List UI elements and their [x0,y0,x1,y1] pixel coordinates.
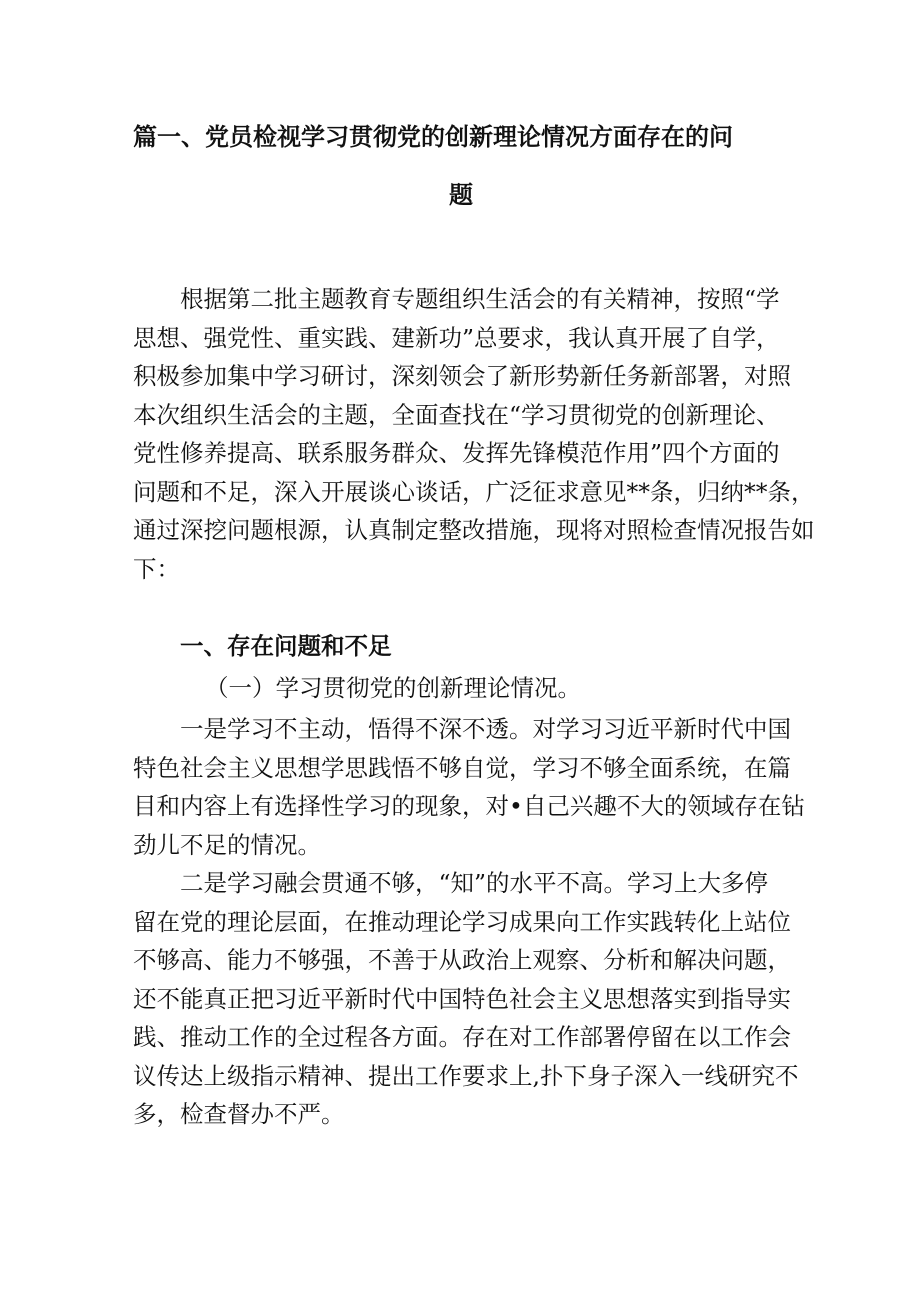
paragraph-one-line: 特色社会主义思想学思践悟不够自觉，学习不够全面系统，在篇 [133,753,791,782]
section-heading-block [133,627,803,666]
paragraph-one-line: 一是学习不主动，悟得不深不透。对学习习近平新时代中国 [180,715,791,743]
intro-line: 积极参加集中学习研讨，深刻领会了新形势新任务新部署，对照 [133,362,791,390]
paragraph-one [133,710,803,864]
paragraph-two-line: 留在党的理论层面，在推动理论学习成果向工作实践转化上站位 [133,907,791,936]
subsection-heading: （一）学习贯彻党的创新理论情况。 [205,674,581,702]
intro-line: 根据第二批主题教育专题组织生活会的有关精神，按照“学 [180,285,780,313]
paragraph-one-line: 目和内容上有选择性学习的现象，对•自己兴趣不大的领域存在钻 [133,792,805,820]
paragraph-two-line: 二是学习融会贯通不够，“知”的水平不高。学习上大多停 [180,869,769,897]
paragraph-two [133,864,803,1134]
intro-line: 本次组织生活会的主题，全面查找在“学习贯彻党的创新理论、 [133,400,780,429]
intro-line: 党性修养提高、联系服务群众、发挥先锋模范作用”四个方面的 [133,439,780,467]
intro-line: 下： [133,554,180,583]
paragraph-two-line: 多，检查督办不严。 [133,1100,345,1128]
paragraph-two-line: 还不能真正把习近平新时代中国特色社会主义思想落实到指导实 [133,984,791,1013]
intro-line: 思想、强党性、重实践、建新功”总要求，我认真开展了自学， [133,323,780,352]
intro-paragraph [133,280,815,588]
intro-line: 问题和不足，深入开展谈心谈话，广泛征求意见**条，归纳**条， [133,477,815,506]
intro-line: 通过深挖问题根源，认真制定整改措施，现将对照检查情况报告如 [133,516,815,544]
paragraph-two-line: 践、推动工作的全过程各方面。存在对工作部署停留在以工作会 [133,1023,791,1051]
document-title-line-1: 篇一、党员检视学习贯彻党的创新理论情况方面存在的问 [133,122,733,151]
section-heading: 一、存在问题和不足 [180,632,392,660]
document-title-line-2: 题 [449,180,473,209]
subsection-heading-block [133,669,803,708]
paragraph-two-line: 议传达上级指示精神、提出工作要求上,扑下身子深入一线研究不 [133,1061,799,1090]
paragraph-one-line: 劲儿不足的情况。 [133,830,321,859]
paragraph-two-line: 不够高、能力不够强，不善于从政治上观察、分析和解决问题， [133,946,791,974]
